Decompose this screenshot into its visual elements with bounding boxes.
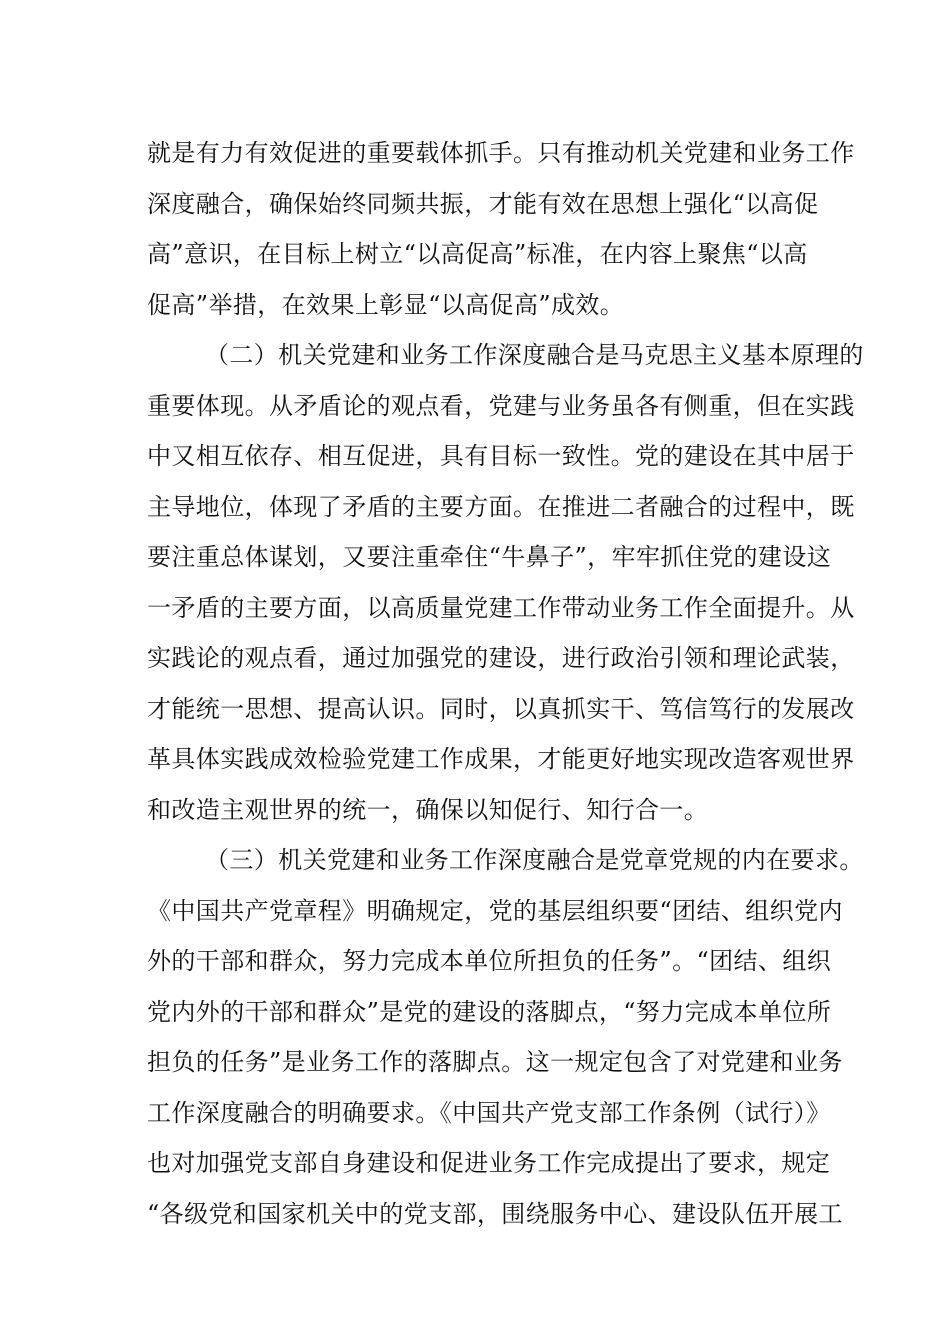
text-line: 就是有力有效促进的重要载体抓手。只有推动机关党建和业务工作 (147, 139, 855, 167)
text-line: 才能统一思想、提高认识。同时，以真抓实干、笃信笃行的发展改 (147, 694, 855, 723)
text-line: 外的干部和群众，努力完成本单位所担负的任务”。“团结、组织 (147, 947, 832, 975)
body-text (147, 128, 864, 1239)
text-line: 党内外的干部和群众”是党的建设的落脚点，“努力完成本单位所 (147, 997, 832, 1026)
text-line: 重要体现。从矛盾论的观点看，党建与业务虽各有侧重，但在实践 (147, 391, 855, 420)
text-line: 和改造主观世界的统一，确保以知促行、知行合一。 (147, 795, 709, 824)
text-line: 要注重总体谋划，又要注重牵住“牛鼻子”，牢牢抓住党的建设这 (147, 543, 832, 571)
text-line: 也对加强党支部自身建设和促进业务工作完成提出了要求，规定 (147, 1149, 831, 1177)
text-line: 革具体实践成效检验党建工作成果，才能更好地实现改造客观世界 (147, 745, 855, 773)
text-line: 实践论的观点看，通过加强党的建设，进行政治引领和理论武装， (147, 644, 855, 672)
text-line: 主导地位，体现了矛盾的主要方面。在推进二者融合的过程中，既 (147, 492, 855, 521)
text-line: 《中国共产党章程》明确规定，党的基层组织要“团结、组织党内 (147, 896, 843, 925)
text-line: 促高”举措，在效果上彰显“以高促高”成效。 (147, 290, 625, 319)
section-heading-2: （二）机关党建和业务工作深度融合是马克思主义基本原理的 (205, 341, 864, 369)
text-line: 工作深度融合的明确要求。《中国共产党支部工作条例（试行）》 (147, 1098, 831, 1127)
text-line: 深度融合，确保始终同频共振，才能有效在思想上强化“以高促 (147, 189, 819, 218)
text-line: 高”意识，在目标上树立“以高促高”标准，在内容上聚焦“以高 (147, 240, 808, 268)
text-line: 中又相互依存、相互促进，具有目标一致性。党的建设在其中居于 (147, 442, 855, 470)
text-line: 担负的任务”是业务工作的落脚点。这一规定包含了对党建和业务 (147, 1048, 843, 1076)
text-line: “各级党和国家机关中的党支部，围绕服务中心、建设队伍开展工 (147, 1199, 843, 1228)
section-heading-3: （三）机关党建和业务工作深度融合是党章党规的内在要求。 (205, 846, 864, 874)
text-line: 一矛盾的主要方面，以高质量党建工作带动业务工作全面提升。从 (147, 593, 855, 622)
